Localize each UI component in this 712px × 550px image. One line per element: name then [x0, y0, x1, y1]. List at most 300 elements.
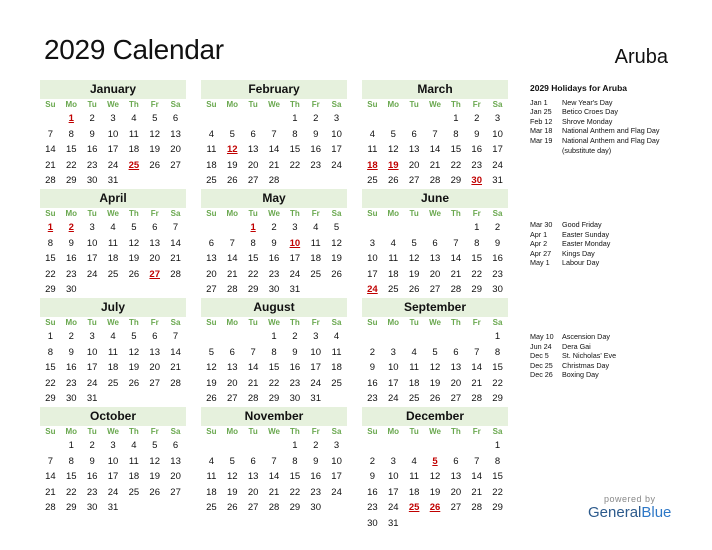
day-cell: 16 — [268, 253, 280, 264]
day-cell: 4 — [131, 113, 137, 124]
day-cell: 21 — [268, 159, 280, 171]
month-header: December — [362, 407, 508, 426]
day-cell: 20 — [149, 362, 160, 373]
day-cell: 2 — [313, 440, 319, 451]
day-cell: 18 — [331, 362, 342, 373]
day-cell: 11 — [409, 362, 420, 373]
day-cell: 26 — [128, 377, 140, 389]
day-cell: 3 — [89, 331, 95, 342]
day-cell: 28 — [268, 502, 280, 513]
day-grid — [201, 426, 347, 516]
day-cell: 21 — [45, 486, 56, 498]
day-cell: 28 — [450, 284, 462, 295]
day-cell: 14 — [471, 471, 482, 482]
day-cell: 27 — [247, 175, 259, 186]
day-cell: 23 — [367, 393, 378, 404]
day-cell: 4 — [390, 237, 396, 249]
day-cell: 20 — [170, 144, 181, 155]
holiday-name: Dera Gai — [562, 341, 591, 351]
day-cell: 8 — [292, 455, 298, 467]
day-cell: 30 — [289, 393, 301, 404]
day-cell: 16 — [65, 253, 77, 264]
weekday-label: Tu — [409, 427, 419, 436]
day-cell: 6 — [208, 237, 215, 249]
month-june — [362, 189, 508, 298]
weekday-label: Mo — [226, 427, 239, 436]
month-header: May — [201, 189, 347, 208]
day-cell: 26 — [206, 393, 217, 404]
day-cell: 23 — [492, 268, 503, 280]
day-cell: 9 — [313, 455, 319, 467]
brand-name — [588, 504, 671, 521]
day-cell: 24 — [107, 486, 119, 498]
day-cell: 9 — [89, 128, 95, 140]
month-header: October — [40, 407, 186, 426]
empty-cell — [445, 438, 466, 454]
weekday-label: Fr — [472, 100, 481, 109]
day-cell: 2 — [89, 440, 95, 451]
day-cell: 10 — [367, 253, 378, 264]
holiday-list-q1 — [530, 84, 700, 155]
holiday-name: (substitute day) — [562, 145, 612, 155]
day-cell: 10 — [387, 362, 399, 373]
weekday-label: Tu — [248, 427, 258, 436]
day-cell: 14 — [471, 362, 482, 373]
holiday-name: Good Friday — [562, 220, 602, 229]
day-cell: 21 — [170, 362, 181, 373]
day-cell: 7 — [47, 455, 54, 467]
day-cell: 22 — [268, 377, 280, 389]
day-cell: 19 — [206, 377, 217, 389]
day-cell: 23 — [268, 268, 280, 280]
empty-cell — [201, 329, 222, 345]
day-cell: 10 — [331, 455, 342, 467]
day-cell: 21 — [471, 486, 482, 498]
day-cell: 3 — [494, 113, 501, 124]
day-cell: 5 — [432, 346, 438, 358]
month-may — [201, 189, 347, 298]
empty-cell — [222, 220, 243, 236]
empty-cell — [201, 111, 222, 127]
day-cell: 17 — [107, 471, 119, 482]
holiday-date: May 1 — [530, 258, 550, 268]
day-cell: 12 — [429, 471, 441, 482]
day-cell: 5 — [411, 237, 417, 249]
day-cell: 9 — [494, 237, 501, 249]
day-cell: 27 — [226, 393, 238, 404]
day-cell: 10 — [310, 346, 321, 358]
weekday-label: We — [107, 209, 119, 218]
weekday-label: Su — [45, 318, 56, 327]
day-cell: 15 — [65, 471, 77, 482]
day-cell: 3 — [313, 331, 319, 342]
day-cell: 26 — [429, 393, 441, 404]
day-cell: 2 — [494, 222, 501, 233]
empty-cell — [445, 329, 466, 345]
day-cell: 10 — [86, 237, 98, 249]
day-cell: 2 — [292, 331, 298, 342]
day-cell: 8 — [474, 237, 480, 249]
day-cell: 14 — [429, 144, 441, 155]
day-cell: 5 — [152, 440, 158, 451]
day-cell: 29 — [471, 284, 482, 295]
day-cell: 18 — [107, 253, 119, 264]
holiday-day: 25 — [408, 502, 420, 513]
day-cell: 20 — [450, 486, 462, 498]
day-cell: 31 — [387, 517, 399, 529]
day-cell: 8 — [271, 346, 277, 358]
holiday-date — [530, 146, 562, 156]
day-cell: 9 — [369, 471, 376, 482]
day-cell: 15 — [450, 144, 462, 155]
holiday-row — [530, 98, 700, 108]
month-august — [201, 298, 347, 407]
day-cell: 31 — [310, 393, 321, 404]
holiday-date: Dec 26 — [530, 370, 553, 380]
month-november — [201, 407, 347, 516]
day-cell: 23 — [310, 486, 321, 498]
empty-cell — [466, 438, 487, 454]
day-cell: 14 — [450, 253, 462, 264]
day-cell: 29 — [45, 284, 56, 295]
holiday-date: Jan 25 — [530, 107, 552, 117]
day-cell: 7 — [172, 222, 179, 233]
weekday-label: Mo — [387, 100, 400, 109]
holiday-date: Mar 30 — [530, 220, 553, 229]
empty-cell — [445, 220, 466, 236]
day-cell: 23 — [310, 159, 321, 171]
empty-cell — [383, 329, 404, 345]
day-cell: 19 — [149, 471, 160, 482]
weekday-label: Th — [450, 427, 461, 436]
day-cell: 16 — [310, 144, 321, 155]
day-cell: 2 — [271, 222, 277, 233]
day-cell: 27 — [247, 502, 259, 513]
day-cell: 17 — [86, 362, 98, 373]
holiday-name: Kings Day — [562, 248, 595, 258]
day-cell: 28 — [45, 502, 56, 513]
day-cell: 14 — [226, 253, 238, 264]
day-cell: 13 — [226, 362, 238, 373]
day-cell: 11 — [310, 237, 321, 249]
day-cell: 13 — [450, 471, 462, 482]
weekday-label: Fr — [472, 209, 481, 218]
empty-cell — [222, 111, 243, 127]
day-cell: 22 — [45, 377, 56, 389]
day-cell: 22 — [450, 159, 462, 171]
day-grid — [201, 99, 347, 189]
empty-cell — [404, 329, 425, 345]
weekday-label: Sa — [170, 318, 181, 327]
holiday-row — [530, 351, 700, 361]
day-cell: 24 — [492, 159, 503, 171]
day-cell: 6 — [250, 455, 256, 467]
day-cell: 23 — [367, 502, 378, 513]
holiday-day: 2 — [68, 222, 74, 233]
day-cell: 6 — [250, 128, 256, 140]
holiday-row — [530, 107, 700, 117]
day-cell: 25 — [206, 175, 217, 186]
day-cell: 20 — [429, 268, 441, 280]
day-cell: 7 — [47, 128, 54, 140]
weekday-label: Su — [367, 209, 378, 218]
weekday-label: Su — [367, 427, 378, 436]
day-cell: 6 — [432, 237, 438, 249]
day-cell: 31 — [86, 393, 98, 404]
day-cell: 6 — [411, 128, 417, 140]
weekday-label: Su — [206, 427, 217, 436]
day-grid — [362, 426, 508, 531]
day-cell: 14 — [170, 237, 181, 249]
day-cell: 17 — [387, 486, 399, 498]
weekday-label: Sa — [492, 318, 503, 327]
day-cell: 11 — [331, 346, 342, 358]
day-cell: 21 — [471, 377, 482, 389]
day-cell: 26 — [387, 175, 399, 186]
day-cell: 4 — [131, 440, 137, 451]
holiday-row — [530, 136, 700, 146]
day-cell: 27 — [408, 175, 420, 186]
day-cell: 24 — [387, 502, 399, 513]
day-cell: 21 — [45, 159, 56, 171]
day-cell: 17 — [492, 144, 503, 155]
weekday-label: Sa — [331, 100, 342, 109]
day-cell: 26 — [331, 268, 342, 280]
holiday-date: Apr 27 — [530, 248, 552, 258]
day-cell: 18 — [206, 486, 217, 498]
day-cell: 15 — [471, 253, 482, 264]
day-cell: 18 — [408, 377, 420, 389]
day-cell: 6 — [229, 346, 235, 358]
empty-cell — [362, 438, 383, 454]
day-cell: 30 — [310, 502, 321, 513]
weekday-label: Sa — [492, 100, 503, 109]
day-cell: 19 — [331, 253, 342, 264]
empty-cell — [425, 220, 446, 236]
day-cell: 7 — [271, 455, 277, 467]
weekday-label: Tu — [248, 318, 258, 327]
day-cell: 29 — [247, 284, 259, 295]
day-cell: 8 — [47, 237, 54, 249]
day-cell: 13 — [247, 471, 259, 482]
day-cell: 11 — [108, 237, 118, 249]
day-cell: 14 — [45, 144, 56, 155]
day-cell: 6 — [152, 222, 158, 233]
day-cell: 5 — [229, 455, 235, 467]
day-cell: 5 — [229, 128, 235, 140]
day-cell: 11 — [367, 144, 378, 155]
day-cell: 9 — [474, 128, 480, 140]
holiday-row — [530, 239, 700, 249]
day-cell: 22 — [492, 377, 503, 389]
day-cell: 28 — [170, 377, 181, 389]
day-cell: 31 — [492, 175, 503, 186]
day-cell: 22 — [289, 159, 301, 171]
day-cell: 4 — [110, 222, 116, 233]
day-cell: 7 — [172, 331, 179, 342]
weekday-label: Tu — [87, 209, 97, 218]
day-cell: 15 — [247, 253, 259, 264]
holiday-name: Betico Croes Day — [562, 107, 618, 117]
weekday-label: Mo — [387, 209, 400, 218]
month-december — [362, 407, 508, 531]
day-cell: 15 — [268, 362, 280, 373]
generalblue-logo[interactable] — [588, 494, 671, 521]
day-cell: 22 — [45, 268, 56, 280]
day-grid — [40, 317, 186, 407]
day-cell: 25 — [107, 268, 119, 280]
day-cell: 23 — [86, 159, 98, 171]
day-cell: 12 — [149, 455, 160, 467]
weekday-label: Mo — [226, 100, 239, 109]
day-cell: 29 — [492, 393, 503, 404]
day-grid — [362, 208, 508, 298]
holiday-row — [530, 258, 700, 268]
holiday-day: 26 — [429, 502, 441, 513]
day-cell: 24 — [107, 159, 119, 171]
day-cell: 9 — [89, 455, 95, 467]
day-cell: 9 — [292, 346, 298, 358]
weekday-label: Fr — [311, 427, 320, 436]
day-cell: 29 — [289, 502, 301, 513]
day-cell: 20 — [226, 377, 238, 389]
weekday-label: Th — [289, 209, 300, 218]
day-cell: 6 — [453, 455, 459, 467]
holiday-name: National Anthem and Flag Day — [562, 135, 660, 145]
weekday-label: Sa — [492, 209, 503, 218]
day-cell: 19 — [408, 268, 420, 280]
empty-cell — [362, 329, 383, 345]
day-cell: 24 — [86, 268, 98, 280]
day-cell: 27 — [450, 502, 462, 513]
day-cell: 20 — [170, 471, 181, 482]
weekday-label: Sa — [170, 100, 181, 109]
day-cell: 16 — [310, 471, 321, 482]
month-header: June — [362, 189, 508, 208]
weekday-label: Sa — [331, 318, 342, 327]
day-cell: 3 — [390, 346, 396, 358]
weekday-label: We — [429, 318, 441, 327]
day-cell: 9 — [68, 346, 74, 358]
month-header: April — [40, 189, 186, 208]
day-cell: 12 — [408, 253, 420, 264]
empty-cell — [383, 438, 404, 454]
day-cell: 5 — [208, 346, 215, 358]
day-cell: 21 — [226, 268, 238, 280]
day-cell: 1 — [292, 440, 298, 451]
day-cell: 3 — [292, 222, 298, 233]
day-cell: 11 — [128, 128, 139, 140]
day-cell: 20 — [450, 377, 462, 389]
weekday-label: Tu — [87, 427, 97, 436]
day-cell: 1 — [47, 331, 54, 342]
day-cell: 13 — [170, 455, 181, 467]
day-cell: 16 — [367, 377, 378, 389]
weekday-label: We — [107, 100, 119, 109]
day-cell: 3 — [89, 222, 95, 233]
day-cell: 31 — [107, 175, 119, 186]
holiday-date: Jun 24 — [530, 341, 552, 351]
day-cell: 22 — [65, 159, 77, 171]
day-cell: 21 — [170, 253, 181, 264]
day-cell: 1 — [271, 331, 277, 342]
day-cell: 29 — [65, 175, 77, 186]
day-cell: 16 — [86, 144, 98, 155]
day-cell: 25 — [367, 175, 378, 186]
day-cell: 3 — [110, 113, 116, 124]
day-cell: 19 — [226, 486, 238, 498]
holiday-row — [530, 249, 700, 259]
empty-cell — [383, 220, 404, 236]
day-cell: 17 — [289, 253, 301, 264]
day-cell: 25 — [206, 502, 217, 513]
day-cell: 5 — [390, 128, 396, 140]
weekday-label: Th — [289, 318, 300, 327]
day-cell: 19 — [149, 144, 160, 155]
day-cell: 28 — [429, 175, 441, 186]
day-cell: 15 — [45, 253, 56, 264]
day-cell: 25 — [387, 284, 399, 295]
day-cell: 28 — [45, 175, 56, 186]
day-cell: 21 — [450, 268, 462, 280]
holiday-day: 30 — [471, 175, 482, 186]
month-header: February — [201, 80, 347, 99]
weekday-label: Mo — [387, 318, 400, 327]
day-cell: 6 — [152, 331, 158, 342]
day-cell: 26 — [226, 175, 238, 186]
day-cell: 18 — [387, 268, 399, 280]
weekday-label: Tu — [409, 318, 419, 327]
day-cell: 25 — [310, 268, 321, 280]
day-cell: 1 — [494, 440, 501, 451]
holiday-date: Feb 12 — [530, 116, 553, 126]
day-cell: 29 — [492, 502, 503, 513]
weekday-label: We — [268, 209, 280, 218]
holiday-name: Shrove Monday — [562, 116, 613, 126]
weekday-label: We — [429, 100, 441, 109]
day-cell: 25 — [408, 393, 420, 404]
empty-cell — [425, 329, 446, 345]
day-cell: 28 — [268, 175, 280, 186]
day-cell: 11 — [388, 253, 399, 264]
holiday-day: 1 — [68, 113, 74, 124]
holiday-day: 19 — [387, 159, 399, 171]
day-cell: 12 — [429, 362, 441, 373]
day-cell: 22 — [65, 486, 77, 498]
day-cell: 16 — [367, 486, 378, 498]
day-cell: 24 — [331, 159, 342, 171]
holiday-date: Mar 19 — [530, 135, 553, 145]
day-cell: 8 — [68, 128, 74, 140]
day-cell: 18 — [128, 471, 140, 482]
day-cell: 4 — [369, 128, 376, 140]
weekday-label: Tu — [409, 100, 419, 109]
day-cell: 21 — [268, 486, 280, 498]
day-cell: 13 — [149, 237, 160, 249]
day-cell: 21 — [429, 159, 441, 171]
day-cell: 5 — [131, 222, 137, 233]
weekday-label: Su — [367, 318, 378, 327]
month-header: January — [40, 80, 186, 99]
weekday-label: Th — [128, 427, 139, 436]
holiday-day: 24 — [367, 284, 378, 295]
month-september — [362, 298, 508, 422]
day-cell: 7 — [271, 128, 277, 140]
day-cell: 3 — [333, 440, 340, 451]
holiday-name: National Anthem and Flag Day — [562, 126, 660, 136]
empty-cell — [201, 220, 222, 236]
weekday-label: We — [107, 427, 119, 436]
